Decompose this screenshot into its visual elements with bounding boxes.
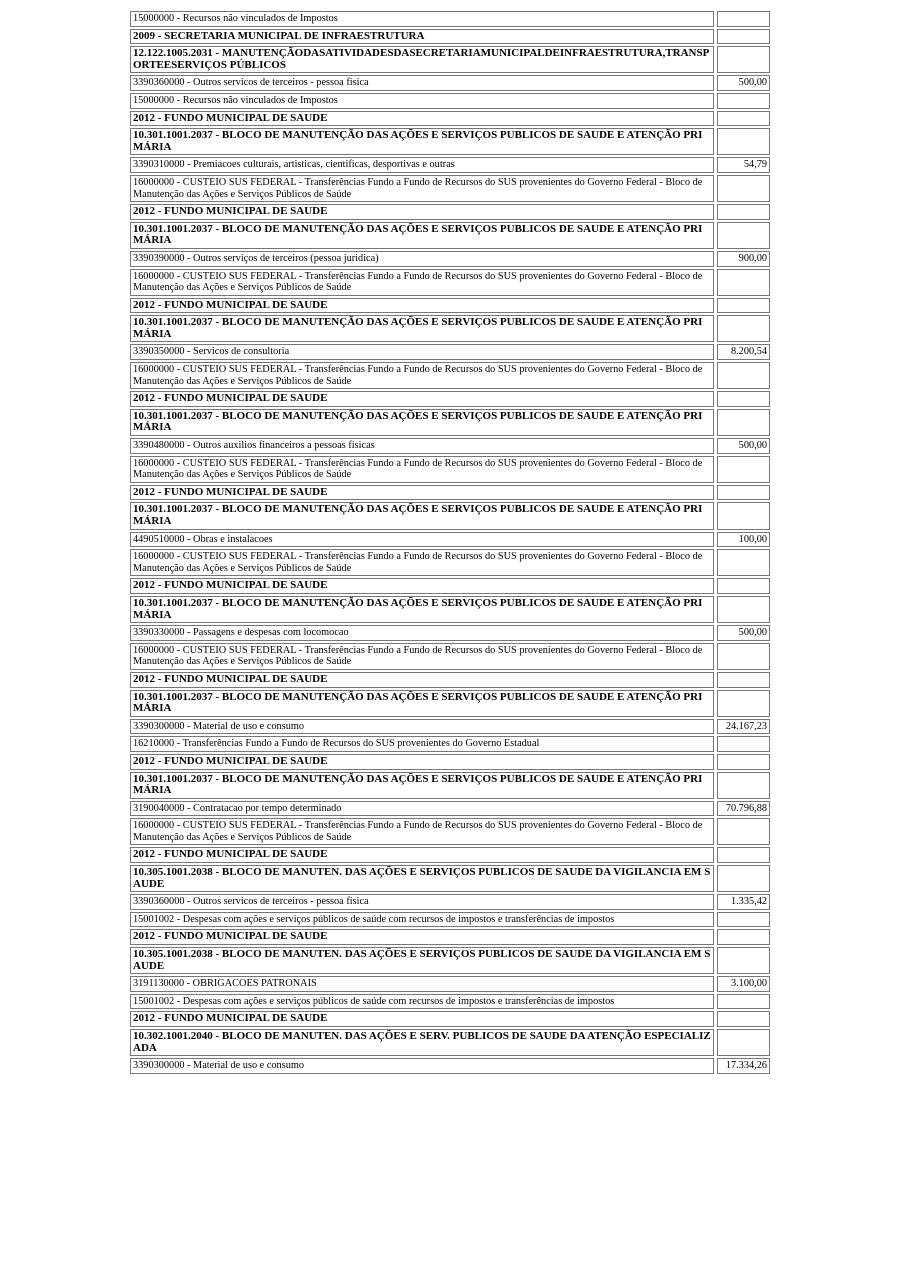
amount-cell: 500,00 bbox=[717, 438, 770, 454]
amount-cell bbox=[717, 409, 770, 436]
table-row bbox=[130, 1011, 770, 1027]
table-row bbox=[130, 912, 770, 928]
table-row bbox=[130, 298, 770, 314]
section-heading-cell: 2012 - FUNDO MUNICIPAL DE SAUDE bbox=[130, 391, 714, 407]
table-row bbox=[130, 111, 770, 127]
item-description-cell: 3390300000 - Material de uso e consumo bbox=[130, 1058, 714, 1074]
amount-cell bbox=[717, 994, 770, 1010]
table-row bbox=[130, 157, 770, 173]
item-description-cell: 3390390000 - Outros serviços de terceiros (pessoa juridica) bbox=[130, 251, 714, 267]
table-row bbox=[130, 549, 770, 576]
table-row bbox=[130, 818, 770, 845]
section-heading-cell: 10.301.1001.2037 - BLOCO DE MANUTENÇÃO DAS AÇÕES E SERVIÇOS PUBLICOS DE SAUDE E ATENÇÃO PRIMÁRIA bbox=[130, 409, 714, 436]
amount-cell bbox=[717, 818, 770, 845]
table-row bbox=[130, 672, 770, 688]
table-row bbox=[130, 502, 770, 529]
item-description-cell: 3390300000 - Material de uso e consumo bbox=[130, 719, 714, 735]
amount-cell bbox=[717, 204, 770, 220]
table-row bbox=[130, 772, 770, 799]
table-row bbox=[130, 994, 770, 1010]
table-row bbox=[130, 204, 770, 220]
table-row bbox=[130, 485, 770, 501]
table-row bbox=[130, 11, 770, 27]
section-heading-cell: 12.122.1005.2031 - MANUTENÇÃODASATIVIDADESDASECRETARIAMUNICIPALDEINFRAESTRUTURA,TRANSPORTEESERVIÇOS PÚBLICOS bbox=[130, 46, 714, 73]
table-row bbox=[130, 976, 770, 992]
table-row bbox=[130, 391, 770, 407]
section-heading-cell: 10.301.1001.2037 - BLOCO DE MANUTENÇÃO DAS AÇÕES E SERVIÇOS PUBLICOS DE SAUDE E ATENÇÃO PRIMÁRIA bbox=[130, 128, 714, 155]
item-description-cell: 3390480000 - Outros auxilios financeiros a pessoas fisicas bbox=[130, 438, 714, 454]
table-row bbox=[130, 251, 770, 267]
table-row bbox=[130, 315, 770, 342]
item-description-cell: 15001002 - Despesas com ações e serviços públicos de saúde com recursos de impostos e transferências de impostos bbox=[130, 912, 714, 928]
table-row bbox=[130, 438, 770, 454]
item-description-cell: 15000000 - Recursos não vinculados de Impostos bbox=[130, 11, 714, 27]
table-row bbox=[130, 894, 770, 910]
section-heading-cell: 10.305.1001.2038 - BLOCO DE MANUTEN. DAS AÇÕES E SERVIÇOS PUBLICOS DE SAUDE DA VIGILANCIA EM SAUDE bbox=[130, 865, 714, 892]
amount-cell bbox=[717, 93, 770, 109]
amount-cell bbox=[717, 754, 770, 770]
amount-cell bbox=[717, 11, 770, 27]
amount-cell bbox=[717, 269, 770, 296]
amount-cell bbox=[717, 847, 770, 863]
item-description-cell: 3390310000 - Premiacoes culturais, artisticas, cientificas, desportivas e outras bbox=[130, 157, 714, 173]
amount-cell bbox=[717, 391, 770, 407]
amount-cell: 1.335,42 bbox=[717, 894, 770, 910]
section-heading-cell: 10.301.1001.2037 - BLOCO DE MANUTENÇÃO DAS AÇÕES E SERVIÇOS PUBLICOS DE SAUDE E ATENÇÃO PRIMÁRIA bbox=[130, 596, 714, 623]
section-heading-cell: 10.301.1001.2037 - BLOCO DE MANUTENÇÃO DAS AÇÕES E SERVIÇOS PUBLICOS DE SAUDE E ATENÇÃO PRIMÁRIA bbox=[130, 690, 714, 717]
amount-cell bbox=[717, 772, 770, 799]
amount-cell bbox=[717, 596, 770, 623]
table-row bbox=[130, 344, 770, 360]
amount-cell bbox=[717, 502, 770, 529]
table-row bbox=[130, 93, 770, 109]
table-row bbox=[130, 362, 770, 389]
section-heading-cell: 2012 - FUNDO MUNICIPAL DE SAUDE bbox=[130, 111, 714, 127]
section-heading-cell: 10.301.1001.2037 - BLOCO DE MANUTENÇÃO DAS AÇÕES E SERVIÇOS PUBLICOS DE SAUDE E ATENÇÃO PRIMÁRIA bbox=[130, 315, 714, 342]
table-row bbox=[130, 532, 770, 548]
item-description-cell: 3390360000 - Outros servicos de terceiros - pessoa fisica bbox=[130, 894, 714, 910]
table-row bbox=[130, 690, 770, 717]
item-description-cell: 3390360000 - Outros servicos de terceiros - pessoa fisica bbox=[130, 75, 714, 91]
section-heading-cell: 10.301.1001.2037 - BLOCO DE MANUTENÇÃO DAS AÇÕES E SERVIÇOS PUBLICOS DE SAUDE E ATENÇÃO PRIMÁRIA bbox=[130, 502, 714, 529]
item-description-cell: 16210000 - Transferências Fundo a Fundo de Recursos do SUS provenientes do Governo Estadual bbox=[130, 736, 714, 752]
table-row bbox=[130, 643, 770, 670]
table-row bbox=[130, 1029, 770, 1056]
amount-cell: 3.100,00 bbox=[717, 976, 770, 992]
section-heading-cell: 2012 - FUNDO MUNICIPAL DE SAUDE bbox=[130, 1011, 714, 1027]
amount-cell bbox=[717, 298, 770, 314]
table-row bbox=[130, 409, 770, 436]
section-heading-cell: 2012 - FUNDO MUNICIPAL DE SAUDE bbox=[130, 578, 714, 594]
table-row bbox=[130, 596, 770, 623]
table-row bbox=[130, 865, 770, 892]
item-description-cell: 16000000 - CUSTEIO SUS FEDERAL - Transferências Fundo a Fundo de Recursos do SUS provenientes do Governo Federal - Bloco de Manutenção das Ações e Serviços Públicos de Saúde bbox=[130, 269, 714, 296]
table-row bbox=[130, 736, 770, 752]
section-heading-cell: 10.305.1001.2038 - BLOCO DE MANUTEN. DAS AÇÕES E SERVIÇOS PUBLICOS DE SAUDE DA VIGILANCIA EM SAUDE bbox=[130, 947, 714, 974]
item-description-cell: 16000000 - CUSTEIO SUS FEDERAL - Transferências Fundo a Fundo de Recursos do SUS provenientes do Governo Federal - Bloco de Manutenção das Ações e Serviços Públicos de Saúde bbox=[130, 175, 714, 202]
item-description-cell: 3191130000 - OBRIGACOES PATRONAIS bbox=[130, 976, 714, 992]
section-heading-cell: 2012 - FUNDO MUNICIPAL DE SAUDE bbox=[130, 754, 714, 770]
amount-cell bbox=[717, 29, 770, 45]
amount-cell bbox=[717, 865, 770, 892]
item-description-cell: 3190040000 - Contratacao por tempo determinado bbox=[130, 801, 714, 817]
amount-cell bbox=[717, 111, 770, 127]
section-heading-cell: 10.302.1001.2040 - BLOCO DE MANUTEN. DAS AÇÕES E SERV. PUBLICOS DE SAUDE DA ATENÇÃO ESPECIALIZADA bbox=[130, 1029, 714, 1056]
table-row bbox=[130, 625, 770, 641]
section-heading-cell: 2009 - SECRETARIA MUNICIPAL DE INFRAESTRUTURA bbox=[130, 29, 714, 45]
amount-cell bbox=[717, 315, 770, 342]
amount-cell bbox=[717, 549, 770, 576]
item-description-cell: 4490510000 - Obras e instalacoes bbox=[130, 532, 714, 548]
item-description-cell: 16000000 - CUSTEIO SUS FEDERAL - Transferências Fundo a Fundo de Recursos do SUS provenientes do Governo Federal - Bloco de Manutenção das Ações e Serviços Públicos de Saúde bbox=[130, 362, 714, 389]
section-heading-cell: 2012 - FUNDO MUNICIPAL DE SAUDE bbox=[130, 298, 714, 314]
table-row bbox=[130, 269, 770, 296]
section-heading-cell: 2012 - FUNDO MUNICIPAL DE SAUDE bbox=[130, 204, 714, 220]
table-row bbox=[130, 801, 770, 817]
amount-cell bbox=[717, 1011, 770, 1027]
amount-cell bbox=[717, 929, 770, 945]
item-description-cell: 3390350000 - Servicos de consultoria bbox=[130, 344, 714, 360]
item-description-cell: 16000000 - CUSTEIO SUS FEDERAL - Transferências Fundo a Fundo de Recursos do SUS provenientes do Governo Federal - Bloco de Manutenção das Ações e Serviços Públicos de Saúde bbox=[130, 456, 714, 483]
table-row bbox=[130, 46, 770, 73]
amount-cell bbox=[717, 362, 770, 389]
table-row bbox=[130, 754, 770, 770]
section-heading-cell: 2012 - FUNDO MUNICIPAL DE SAUDE bbox=[130, 929, 714, 945]
table-row bbox=[130, 75, 770, 91]
section-heading-cell: 10.301.1001.2037 - BLOCO DE MANUTENÇÃO DAS AÇÕES E SERVIÇOS PUBLICOS DE SAUDE E ATENÇÃO PRIMÁRIA bbox=[130, 222, 714, 249]
table-row bbox=[130, 929, 770, 945]
section-heading-cell: 2012 - FUNDO MUNICIPAL DE SAUDE bbox=[130, 672, 714, 688]
amount-cell bbox=[717, 1029, 770, 1056]
amount-cell: 54,79 bbox=[717, 157, 770, 173]
amount-cell: 900,00 bbox=[717, 251, 770, 267]
amount-cell bbox=[717, 643, 770, 670]
item-description-cell: 16000000 - CUSTEIO SUS FEDERAL - Transferências Fundo a Fundo de Recursos do SUS provenientes do Governo Federal - Bloco de Manutenção das Ações e Serviços Públicos de Saúde bbox=[130, 643, 714, 670]
table-row bbox=[130, 947, 770, 974]
amount-cell: 500,00 bbox=[717, 75, 770, 91]
section-heading-cell: 2012 - FUNDO MUNICIPAL DE SAUDE bbox=[130, 847, 714, 863]
table-row bbox=[130, 1058, 770, 1074]
table-row bbox=[130, 456, 770, 483]
amount-cell: 17.334,26 bbox=[717, 1058, 770, 1074]
item-description-cell: 16000000 - CUSTEIO SUS FEDERAL - Transferências Fundo a Fundo de Recursos do SUS provenientes do Governo Federal - Bloco de Manutenção das Ações e Serviços Públicos de Saúde bbox=[130, 818, 714, 845]
amount-cell bbox=[717, 485, 770, 501]
amount-cell bbox=[717, 690, 770, 717]
item-description-cell: 16000000 - CUSTEIO SUS FEDERAL - Transferências Fundo a Fundo de Recursos do SUS provenientes do Governo Federal - Bloco de Manutenção das Ações e Serviços Públicos de Saúde bbox=[130, 549, 714, 576]
section-heading-cell: 10.301.1001.2037 - BLOCO DE MANUTENÇÃO DAS AÇÕES E SERVIÇOS PUBLICOS DE SAUDE E ATENÇÃO PRIMÁRIA bbox=[130, 772, 714, 799]
table-row bbox=[130, 222, 770, 249]
amount-cell bbox=[717, 128, 770, 155]
amount-cell: 24.167,23 bbox=[717, 719, 770, 735]
budget-table bbox=[130, 11, 770, 1076]
amount-cell bbox=[717, 578, 770, 594]
amount-cell: 8.200,54 bbox=[717, 344, 770, 360]
amount-cell: 100,00 bbox=[717, 532, 770, 548]
amount-cell: 500,00 bbox=[717, 625, 770, 641]
amount-cell bbox=[717, 175, 770, 202]
table-row bbox=[130, 175, 770, 202]
amount-cell bbox=[717, 912, 770, 928]
item-description-cell: 15001002 - Despesas com ações e serviços públicos de saúde com recursos de impostos e transferências de impostos bbox=[130, 994, 714, 1010]
table-row bbox=[130, 128, 770, 155]
amount-cell bbox=[717, 736, 770, 752]
amount-cell bbox=[717, 672, 770, 688]
table-row bbox=[130, 29, 770, 45]
table-row bbox=[130, 578, 770, 594]
amount-cell bbox=[717, 947, 770, 974]
item-description-cell: 3390330000 - Passagens e despesas com locomocao bbox=[130, 625, 714, 641]
amount-cell bbox=[717, 46, 770, 73]
table-row bbox=[130, 719, 770, 735]
table-row bbox=[130, 847, 770, 863]
amount-cell bbox=[717, 456, 770, 483]
item-description-cell: 15000000 - Recursos não vinculados de Impostos bbox=[130, 93, 714, 109]
section-heading-cell: 2012 - FUNDO MUNICIPAL DE SAUDE bbox=[130, 485, 714, 501]
amount-cell bbox=[717, 222, 770, 249]
amount-cell: 70.796,88 bbox=[717, 801, 770, 817]
